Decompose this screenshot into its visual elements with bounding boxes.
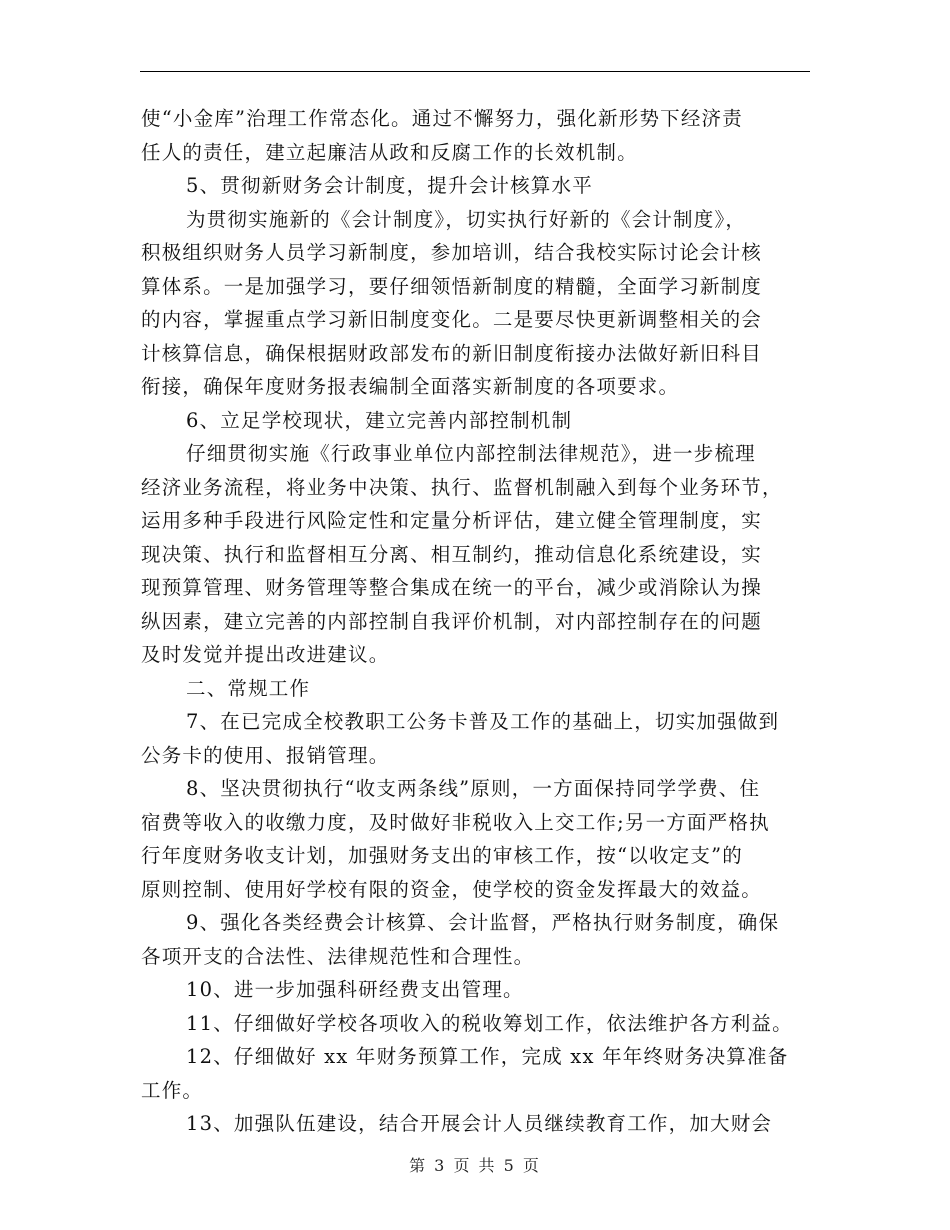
text-line: 任人的责任，建立起廉洁从政和反腐工作的长效机制。 (141, 140, 638, 164)
text-line: 5、贯彻新财务会计制度，提升会计核算水平 (186, 174, 593, 197)
text-line: 及时发觉并提出改进建议。 (141, 643, 390, 666)
text-line: 为贯彻实施新的《会计制度》，切实执行好新的《会计制度》， (186, 207, 747, 231)
text-line: 8、坚决贯彻执行“收支两条线”原则，一方面保持同学学费、住 (186, 777, 761, 800)
text-line: 13、加强队伍建设，结合开展会计人员继续教育工作，加大财会 (186, 1112, 773, 1135)
page-number: 第 3 页 共 5 页 (409, 1156, 541, 1175)
text-line: 计核算信息，确保根据财政部发布的新旧制度衔接办法做好新旧科目 (141, 341, 763, 365)
text-line: 公务卡的使用、报销管理。 (141, 743, 390, 767)
text-line: 纵因素，建立完善的内部控制自我评价机制，对内部控制存在的问题 (141, 609, 763, 633)
text-line: 6、立足学校现状，建立完善内部控制机制 (186, 408, 573, 432)
text-line: 行年度财务收支计划，加强财务支出的审核工作，按“以收定支”的 (141, 844, 743, 867)
text-line: 工作。 (141, 1078, 204, 1102)
text-line: 宿费等收入的收缴力度，及时做好非税收入上交工作;另一方面严格执 (141, 810, 770, 834)
text-line: 各项开支的合法性、法律规范性和合理性。 (141, 944, 535, 968)
text-line: 现预算管理、财务管理等整合集成在统一的平台，减少或消除认为操 (141, 576, 763, 599)
text-line: 11、仔细做好学校各项收入的税收筹划工作，依法维护各方利益。 (186, 1011, 793, 1035)
text-line: 10、进一步加强科研经费支出管理。 (186, 978, 524, 1001)
text-line: 经济业务流程，将业务中决策、执行、监督机制融入到每个业务环节， (141, 475, 783, 499)
document-body (141, 102, 813, 1141)
text-line: 9、强化各类经费会计核算、会计监督，严格执行财务制度，确保 (186, 911, 780, 934)
text-line: 现决策、执行和监督相互分离、相互制约，推动信息化系统建设，实 (141, 542, 763, 566)
text-line: 算体系。一是加强学习，要仔细领悟新制度的精髓，全面学习新制度 (141, 274, 763, 298)
text-line: 使“小金库”治理工作常态化。通过不懈努力，强化新形势下经济责 (141, 107, 743, 130)
text-line: 二、常规工作 (186, 676, 311, 700)
text-line: 仔细贯彻实施《行政事业单位内部控制法律规范》，进一步梳理 (186, 442, 756, 465)
text-line: 的内容，掌握重点学习新旧制度变化。二是要尽快更新调整相关的会 (141, 308, 763, 331)
text-line: 积极组织财务人员学习新制度，参加培训，结合我校实际讨论会计核 (141, 241, 763, 264)
text-line: 原则控制、使用好学校有限的资金，使学校的资金发挥最大的效益。 (141, 877, 763, 901)
text-line: 运用多种手段进行风险定性和定量分析评估，建立健全管理制度，实 (141, 509, 763, 532)
text-line: 7、在已完成全校教职工公务卡普及工作的基础上，切实加强做到 (186, 710, 780, 733)
text-line: 衔接，确保年度财务报表编制全面落实新制度的各项要求。 (141, 375, 680, 398)
header-rule (140, 71, 810, 72)
text-line: 12、仔细做好 xx 年财务预算工作，完成 xx 年年终财务决算准备 (186, 1045, 789, 1068)
